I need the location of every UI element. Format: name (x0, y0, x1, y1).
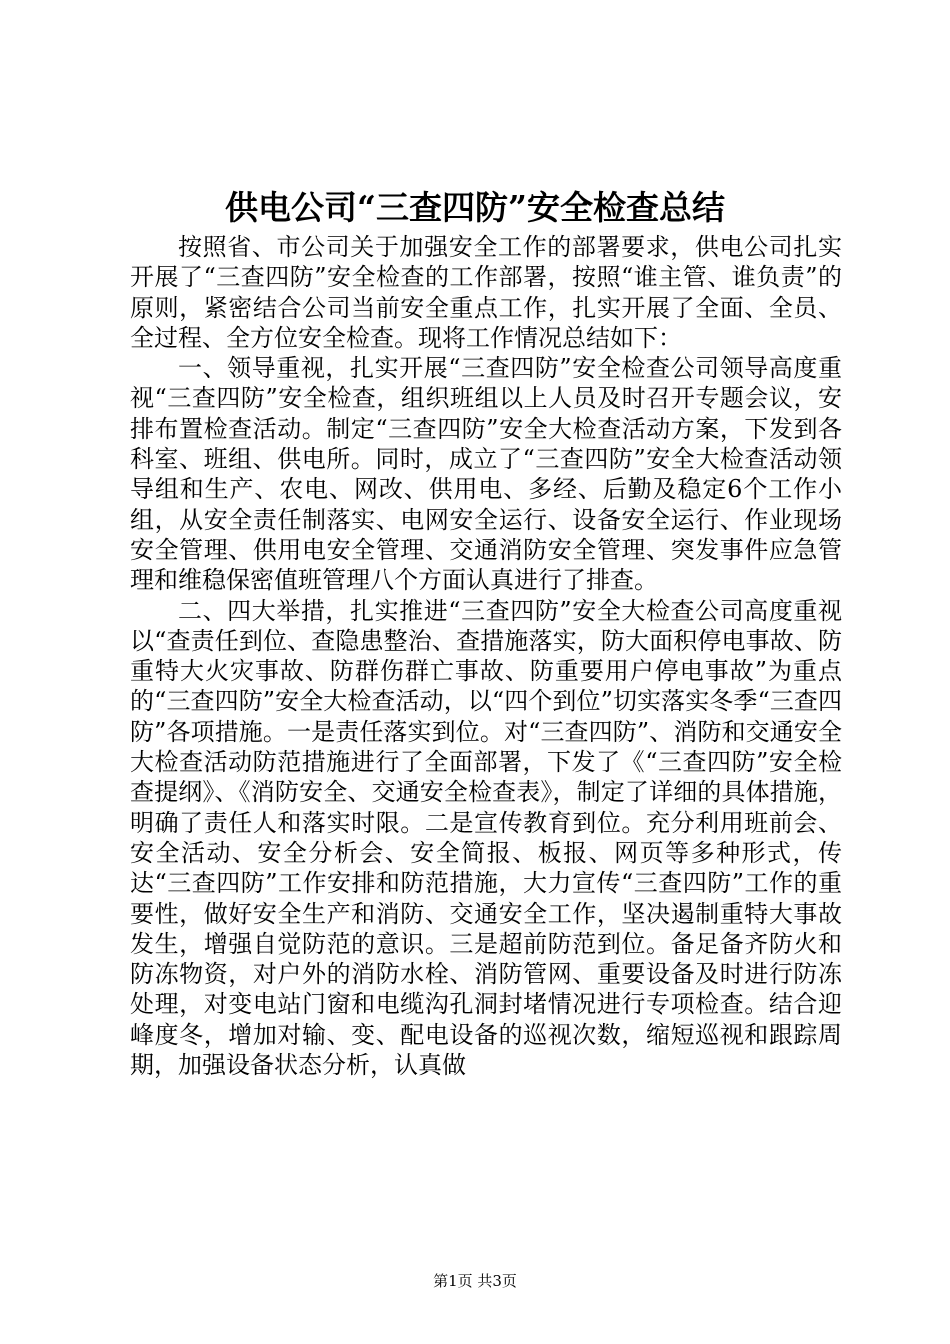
paragraph-section-1: 一、领导重视，扎实开展“三查四防”安全检查公司领导高度重视“三查四防”安全检查，组织班组以上人员及时召开专题会议，安排布置检查活动。制定“三查四防”安全大检查活动方案，下发到各科室、班组、供电所。同时，成立了“三查四防”安全大检查活动领导组和生产、农电、网改、供用电、多经、后勤及稳定6个工作小组，从安全责任制落实、电网安全运行、设备安全运行、作业现场安全管理、供用电安全管理、交通消防安全管理、突发事件应急管理和维稳保密值班管理八个方面认真进行了排查。 (130, 354, 842, 595)
paragraph-section-2: 二、四大举措，扎实推进“三查四防”安全大检查公司高度重视以“查责任到位、查隐患整治、查措施落实，防大面积停电事故、防重特大火灾事故、防群伤群亡事故、防重要用户停电事故”为重点的“三查四防”安全大检查活动，以“四个到位”切实落实冬季“三查四防”各项措施。一是责任落实到位。对“三查四防”、消防和交通安全大检查活动防范措施进行了全面部署，下发了《“三查四防”安全检查提纲》、《消防安全、交通安全检查表》，制定了详细的具体措施，明确了责任人和落实时限。二是宣传教育到位。充分利用班前会、安全活动、安全分析会、安全简报、板报、网页等多种形式，传达“三查四防”工作安排和防范措施，大力宣传“三查四防”工作的重要性，做好安全生产和消防、交通安全工作，坚决遏制重特大事故发生，增强自觉防范的意识。三是超前防范到位。备足备齐防火和防冻物资，对户外的消防水栓、消防管网、重要设备及时进行防冻处理，对变电站门窗和电缆沟孔洞封堵情况进行专项检查。结合迎峰度冬，增加对输、变、配电设备的巡视次数，缩短巡视和跟踪周期，加强设备状态分析，认真做 (130, 596, 842, 1080)
document-body (130, 232, 842, 1080)
document-title: 供电公司“三查四防”安全检查总结 (225, 188, 725, 227)
paragraph-intro: 按照省、市公司关于加强安全工作的部署要求，供电公司扎实开展了“三查四防”安全检查的工作部署，按照“谁主管、谁负责”的原则，紧密结合公司当前安全重点工作，扎实开展了全面、全员、全过程、全方位安全检查。现将工作情况总结如下： (130, 233, 842, 352)
page-footer: 第1页 共3页 (433, 1272, 517, 1290)
